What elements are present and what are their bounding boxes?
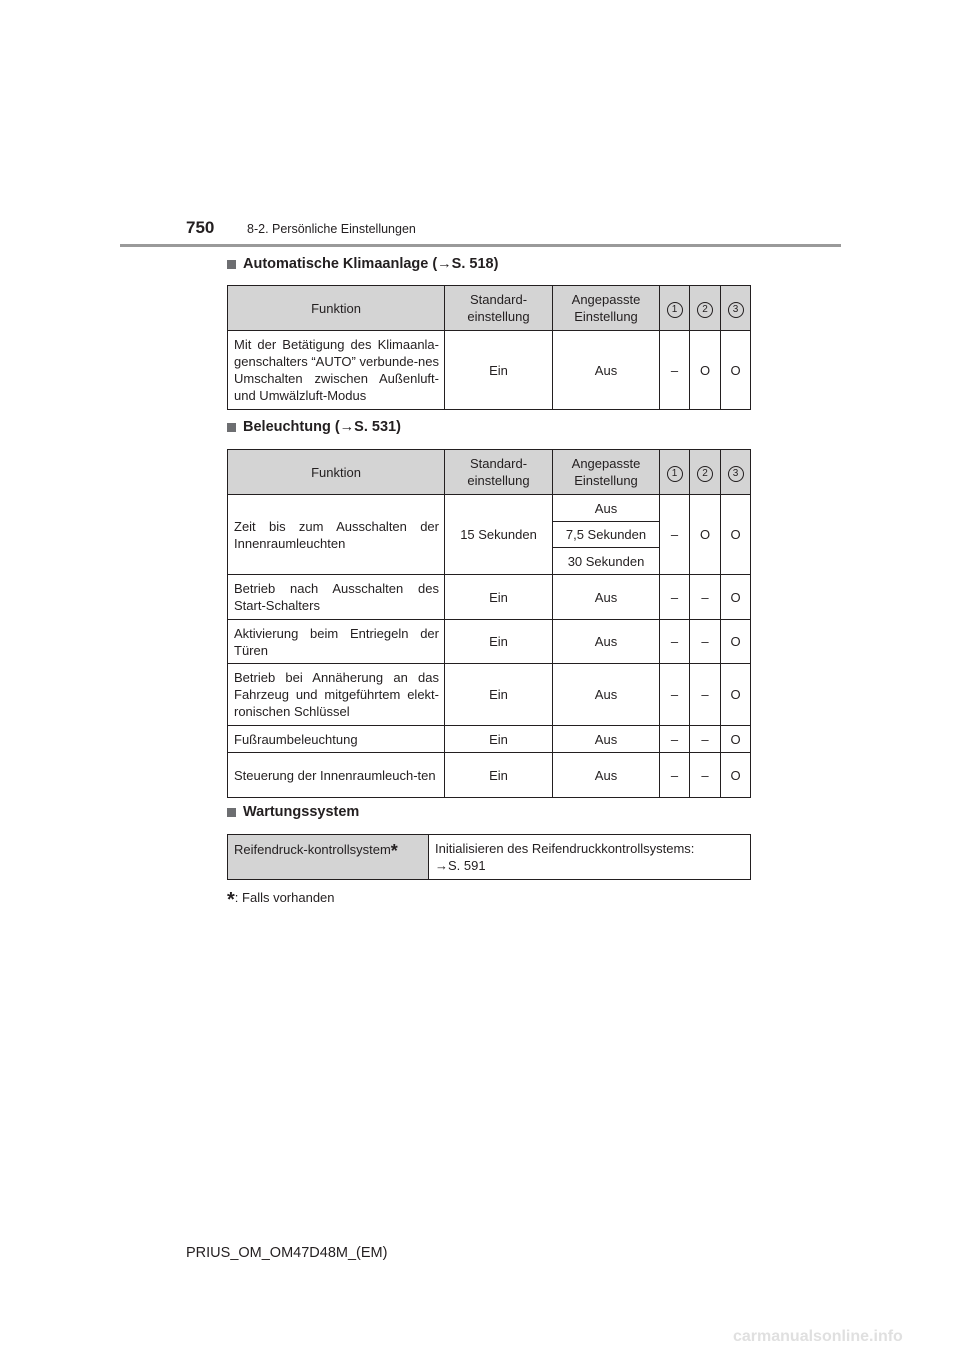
header-custom: Angepasste Einstellung — [553, 450, 660, 495]
section-title-lighting-text: Beleuchtung (→S. 531) — [243, 419, 401, 435]
watermark: carmanualsonline.info — [733, 1328, 903, 1345]
circled-2-icon: 2 — [697, 466, 713, 482]
footnote — [227, 885, 335, 911]
custom-cell: Aus — [553, 331, 660, 410]
section-title-maintenance — [227, 804, 359, 820]
function-cell: Aktivierung beim Entriegeln der Türen — [228, 620, 445, 664]
mark-cell-3: O — [721, 495, 751, 575]
default-cell: Ein — [445, 331, 553, 410]
header-function: Funktion — [228, 286, 445, 331]
section-title-maintenance-text: Wartungssystem — [243, 804, 360, 820]
bullet-square-icon — [227, 808, 236, 817]
function-cell: Fußraumbeleuchtung — [228, 726, 445, 753]
custom-cell: Aus — [553, 753, 660, 798]
section-title-lighting — [227, 419, 401, 435]
header-default: Standard-einstellung — [445, 286, 553, 331]
circled-3-icon: 3 — [728, 466, 744, 482]
header-circled-2 — [690, 286, 721, 331]
mark-cell-2: – — [690, 620, 721, 664]
mark-cell-3: O — [721, 726, 751, 753]
table-row — [228, 664, 751, 726]
circled-2-icon: 2 — [697, 302, 713, 318]
mark-cell-1: – — [660, 664, 690, 726]
function-cell: Betrieb bei Annäherung an das Fahrzeug und mitgeführtem elekt-ronischen Schlüssel — [228, 664, 445, 726]
bullet-square-icon — [227, 260, 236, 269]
page-number: 750 — [186, 218, 215, 237]
header-circled-3 — [721, 286, 751, 331]
section-title-climate — [227, 256, 498, 272]
mark-cell-3: O — [721, 664, 751, 726]
header-circled-1 — [660, 450, 690, 495]
mark-cell-3: O — [721, 620, 751, 664]
custom-cell: Aus — [553, 575, 660, 620]
header-function: Funktion — [228, 450, 445, 495]
footnote-text: : Falls vorhanden — [234, 890, 335, 905]
climate-table — [227, 285, 751, 410]
mark-cell-2: – — [690, 664, 721, 726]
mark-cell-3: O — [721, 753, 751, 798]
header-circled-3 — [721, 450, 751, 495]
bullet-square-icon — [227, 423, 236, 432]
default-cell: Ein — [445, 753, 553, 798]
custom-cell: Aus — [553, 620, 660, 664]
footnote-star-icon: * — [227, 889, 235, 911]
function-cell: Mit der Betätigung des Klimaanla-genschalters “AUTO” verbunde-nes Umschalten zwischen Außenluft- und Umwälzluft-Modus — [228, 331, 445, 410]
custom-option-cell: 30 Sekunden — [553, 548, 660, 575]
default-cell: Ein — [445, 620, 553, 664]
footnote-star-icon: * — [390, 841, 398, 861]
default-cell: Ein — [445, 575, 553, 620]
mark-cell-2: – — [690, 726, 721, 753]
header-circled-1 — [660, 286, 690, 331]
default-cell: Ein — [445, 664, 553, 726]
mark-cell-1: – — [660, 331, 690, 410]
lighting-table — [227, 449, 751, 798]
table-row — [228, 753, 751, 798]
section-title-climate-text: Automatische Klimaanlage (→S. 518) — [243, 256, 499, 272]
header-custom: Angepasste Einstellung — [553, 286, 660, 331]
maintenance-page-ref: →S. 591 — [435, 858, 486, 873]
maintenance-table — [227, 834, 751, 880]
mark-cell-1: – — [660, 753, 690, 798]
mark-cell-1: – — [660, 620, 690, 664]
circled-1-icon: 1 — [667, 466, 683, 482]
chapter-heading: 8-2. Persönliche Einstellungen — [247, 222, 416, 236]
function-cell: Steuerung der Innenraumleuch-ten — [228, 753, 445, 798]
table-row — [228, 620, 751, 664]
circled-3-icon: 3 — [728, 302, 744, 318]
maintenance-description: Initialisieren des Reifendruckkontrollsystems: — [435, 841, 695, 856]
mark-cell-2: O — [690, 331, 721, 410]
table-row — [228, 575, 751, 620]
circled-1-icon: 1 — [667, 302, 683, 318]
function-cell: Betrieb nach Ausschalten des Start-Schalters — [228, 575, 445, 620]
header-rule — [120, 244, 841, 247]
mark-cell-3: O — [721, 331, 751, 410]
custom-cell: Aus — [553, 726, 660, 753]
mark-cell-1: – — [660, 575, 690, 620]
header-circled-2 — [690, 450, 721, 495]
default-cell: Ein — [445, 726, 553, 753]
table-row — [228, 726, 751, 753]
footer-code: PRIUS_OM_OM47D48M_(EM) — [186, 1245, 388, 1261]
mark-cell-3: O — [721, 575, 751, 620]
mark-cell-1: – — [660, 495, 690, 575]
maintenance-label: Reifendruck-kontrollsystem — [234, 842, 391, 857]
header-default: Standard-einstellung — [445, 450, 553, 495]
table-row — [228, 331, 751, 410]
mark-cell-2: – — [690, 753, 721, 798]
mark-cell-1: – — [660, 726, 690, 753]
custom-cell: Aus — [553, 664, 660, 726]
custom-option-cell: 7,5 Sekunden — [553, 522, 660, 548]
table-row — [228, 495, 751, 522]
default-cell: 15 Sekunden — [445, 495, 553, 575]
mark-cell-2: – — [690, 575, 721, 620]
custom-option-cell: Aus — [553, 495, 660, 522]
maintenance-description-cell — [429, 835, 751, 880]
maintenance-label-cell — [228, 835, 429, 880]
function-cell: Zeit bis zum Ausschalten der Innenraumleuchten — [228, 495, 445, 575]
mark-cell-2: O — [690, 495, 721, 575]
